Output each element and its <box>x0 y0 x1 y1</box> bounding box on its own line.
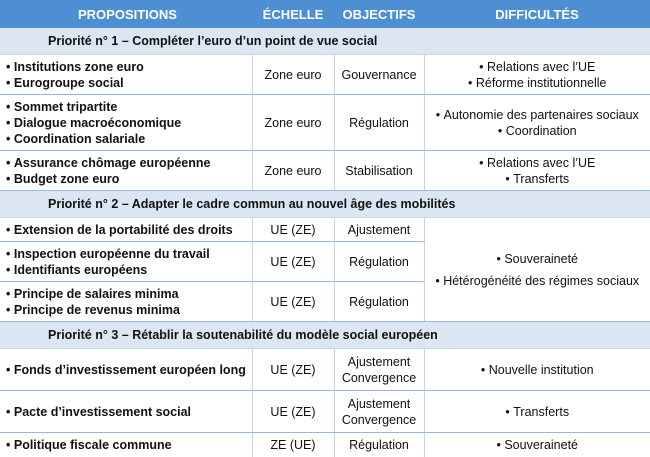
echelle-cell: UE (ZE) <box>252 349 334 391</box>
proposition-item: • Politique fiscale commune <box>6 437 248 453</box>
objectif-cell: Régulation <box>334 433 424 457</box>
table-row <box>0 391 650 433</box>
header-echelle: ÉCHELLE <box>252 0 334 28</box>
echelle-cell: Zone euro <box>252 55 334 95</box>
difficultes-cell <box>424 218 650 322</box>
propositions-cell <box>0 349 252 391</box>
proposition-item: • Eurogroupe social <box>6 75 248 91</box>
proposition-item: • Institutions zone euro <box>6 59 248 75</box>
difficulte-item: • Réforme institutionnelle <box>429 75 647 91</box>
objectif-cell: Régulation <box>334 95 424 151</box>
table-row <box>0 95 650 151</box>
table-row <box>0 55 650 95</box>
objectif-line: Ajustement <box>347 354 411 369</box>
table-row <box>0 151 650 191</box>
difficulte-item: • Nouvelle institution <box>429 362 647 378</box>
objectif-cell: Régulation <box>334 282 424 322</box>
objectif-cell <box>334 349 424 391</box>
objectif-line: Ajustement <box>347 396 411 411</box>
proposition-item: • Identifiants européens <box>6 262 248 278</box>
propositions-cell <box>0 391 252 433</box>
header-row <box>0 0 650 28</box>
difficulte-item: • Souveraineté <box>429 437 647 453</box>
objectif-cell: Ajustement <box>334 218 424 242</box>
priority-3-title: Priorité n° 3 – Rétablir la soutenabilité du modèle social européen <box>0 322 650 349</box>
propositions-cell <box>0 55 252 95</box>
proposition-item: • Assurance chômage européenne <box>6 155 248 171</box>
objectif-line: Convergence <box>341 370 417 385</box>
difficultes-cell <box>424 151 650 191</box>
echelle-cell: UE (ZE) <box>252 218 334 242</box>
echelle-cell: UE (ZE) <box>252 242 334 282</box>
proposition-item: • Extension de la portabilité des droits <box>6 222 248 238</box>
proposition-item: • Budget zone euro <box>6 171 248 187</box>
proposition-item: • Fonds d’investissement européen long <box>6 362 248 378</box>
echelle-cell: UE (ZE) <box>252 282 334 322</box>
proposition-item: • Sommet tripartite <box>6 99 248 115</box>
difficulte-item: • Transferts <box>429 171 647 187</box>
difficultes-cell <box>424 391 650 433</box>
table-row <box>0 218 650 242</box>
priority-2-row <box>0 191 650 218</box>
priority-2-title: Priorité n° 2 – Adapter le cadre commun au nouvel âge des mobilités <box>0 191 650 218</box>
header-objectifs: OBJECTIFS <box>334 0 424 28</box>
priority-3-row <box>0 322 650 349</box>
header-propositions: PROPOSITIONS <box>0 0 252 28</box>
objectif-cell: Stabilisation <box>334 151 424 191</box>
priority-1-row <box>0 28 650 55</box>
header-difficultes: DIFFICULTÉS <box>424 0 650 28</box>
difficulte-item: • Relations avec l’UE <box>429 59 647 75</box>
proposition-item: • Dialogue macroéconomique <box>6 115 248 131</box>
difficulte-item: • Autonomie des partenaires sociaux <box>429 107 647 123</box>
difficultes-cell <box>424 55 650 95</box>
propositions-cell <box>0 218 252 242</box>
objectif-cell <box>334 391 424 433</box>
difficulte-item: • Relations avec l’UE <box>429 155 647 171</box>
proposition-item: • Principe de salaires minima <box>6 286 248 302</box>
propositions-cell <box>0 95 252 151</box>
propositions-cell <box>0 242 252 282</box>
difficulte-item: • Souveraineté <box>429 251 647 267</box>
objectif-line: Convergence <box>341 412 417 427</box>
objectif-cell: Gouvernance <box>334 55 424 95</box>
difficulte-item: • Coordination <box>429 123 647 139</box>
propositions-cell <box>0 151 252 191</box>
priority-1-title: Priorité n° 1 – Compléter l’euro d’un point de vue social <box>0 28 650 55</box>
difficulte-item: • Hétérogénéité des régimes sociaux <box>429 273 647 289</box>
proposition-item: • Pacte d’investissement social <box>6 404 248 420</box>
difficultes-cell <box>424 95 650 151</box>
echelle-cell: UE (ZE) <box>252 391 334 433</box>
echelle-cell: Zone euro <box>252 151 334 191</box>
proposition-item: • Inspection européenne du travail <box>6 246 248 262</box>
table-row <box>0 349 650 391</box>
difficulte-item: • Transferts <box>429 404 647 420</box>
echelle-cell: Zone euro <box>252 95 334 151</box>
propositions-cell <box>0 282 252 322</box>
echelle-cell: ZE (UE) <box>252 433 334 457</box>
proposition-item: • Principe de revenus minima <box>6 302 248 318</box>
objectif-cell: Régulation <box>334 242 424 282</box>
difficultes-cell <box>424 349 650 391</box>
proposition-item: • Coordination salariale <box>6 131 248 147</box>
